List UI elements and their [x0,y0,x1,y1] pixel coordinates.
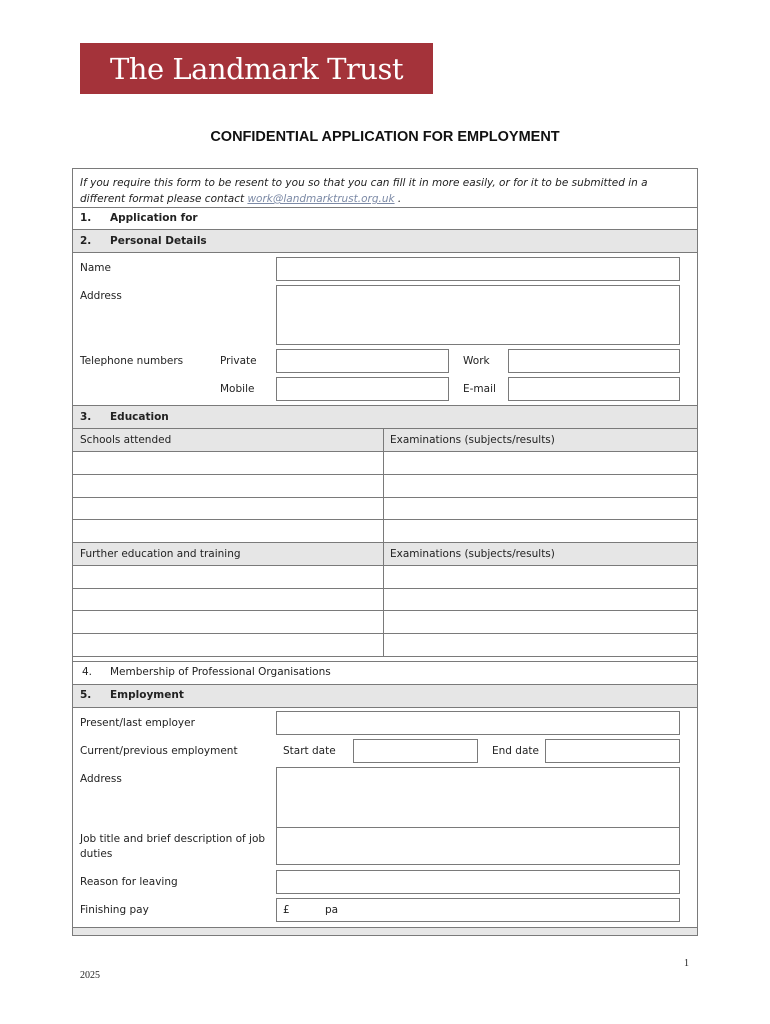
form-bottom-band [73,928,697,935]
schools-attended-label: Schools attended [80,434,172,446]
job-title-label-line1: Job title and brief description of job [80,833,266,845]
schools-row-1[interactable] [73,452,382,474]
employer-address-label: Address [80,773,122,785]
current-employment-label: Current/previous employment [80,745,238,757]
telephone-label: Telephone numbers [80,355,184,367]
private-label: Private [220,355,257,367]
address-field[interactable] [276,285,680,345]
section-5-label: Employment [110,689,184,701]
further-row-1[interactable] [73,566,382,588]
further-education-label: Further education and training [80,548,241,560]
section-2-number: 2. [80,235,92,247]
further-row-4[interactable] [73,634,382,656]
exams-row-2[interactable] [384,475,697,497]
section-2-label: Personal Details [110,235,207,247]
further-examinations-label: Examinations (subjects/results) [390,548,555,560]
reason-for-leaving-field[interactable] [276,870,680,894]
footer-year: 2025 [80,970,100,981]
contact-email-link[interactable]: work@landmarktrust.org.uk [247,193,395,205]
education-column-divider [383,429,384,656]
page-number: 1 [684,958,689,969]
section-4-number: 4. [82,666,93,678]
name-label: Name [80,262,111,274]
section-1-label: Application for [110,212,198,224]
landmark-trust-logo: The Landmark Trust [80,43,433,94]
further-exams-row-3[interactable] [384,611,697,633]
email-field[interactable] [508,377,680,401]
present-employer-field[interactable] [276,711,680,735]
present-employer-label: Present/last employer [80,717,195,729]
examinations-label: Examinations (subjects/results) [390,434,555,446]
private-phone-field[interactable] [276,349,449,373]
mobile-phone-field[interactable] [276,377,449,401]
mobile-label: Mobile [220,383,255,395]
further-exams-row-4[interactable] [384,634,697,656]
start-date-label: Start date [283,745,336,757]
further-exams-row-2[interactable] [384,589,697,611]
job-title-field[interactable] [276,827,680,865]
per-annum-label: pa [325,904,339,916]
finishing-pay-label: Finishing pay [80,904,149,916]
exams-row-3[interactable] [384,498,697,520]
work-label: Work [463,355,490,367]
address-label: Address [80,290,122,302]
section-3-number: 3. [80,411,92,423]
resend-note: If you require this form to be resent to you so that you can fill it in more easily, or for it to be submitted in a different format please contact work@landmarktrust.org.uk . [80,177,648,205]
schools-row-3[interactable] [73,498,382,520]
schools-row-4[interactable] [73,520,382,542]
further-row-2[interactable] [73,589,382,611]
end-date-label: End date [492,745,539,757]
exams-row-1[interactable] [384,452,697,474]
pound-symbol: £ [283,904,290,916]
page-title: CONFIDENTIAL APPLICATION FOR EMPLOYMENT [210,129,560,145]
schools-row-2[interactable] [73,475,382,497]
end-date-field[interactable] [545,739,680,763]
further-exams-row-1[interactable] [384,566,697,588]
exams-row-4[interactable] [384,520,697,542]
section-1-number: 1. [80,212,92,224]
section-4-label: Membership of Professional Organisations [110,666,331,678]
email-label: E-mail [463,383,496,395]
employer-address-field[interactable] [276,767,680,828]
further-row-3[interactable] [73,611,382,633]
section-5-number: 5. [80,689,92,701]
section-3-label: Education [110,411,169,423]
job-title-label-line2: duties [80,848,113,860]
reason-for-leaving-label: Reason for leaving [80,876,178,888]
start-date-field[interactable] [353,739,478,763]
name-field[interactable] [276,257,680,281]
work-phone-field[interactable] [508,349,680,373]
